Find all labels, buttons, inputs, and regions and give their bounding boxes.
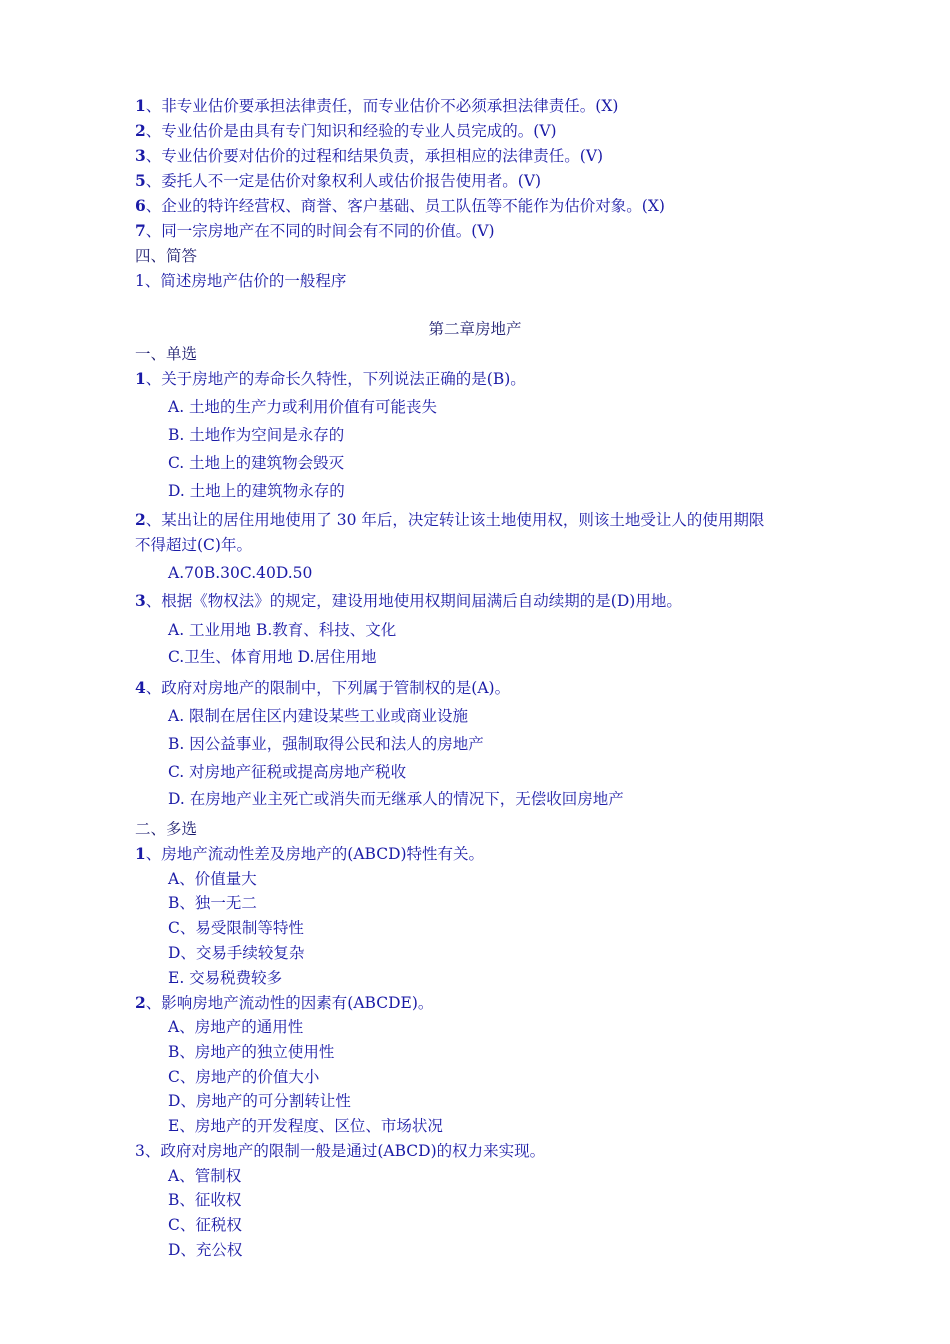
question-text: 、政府对房地产的限制一般是通过(ABCD)的权力来实现。 (144, 1142, 546, 1160)
section-heading-short-answer: 四、简答 (135, 247, 198, 265)
option: A、房地产的通用性 (168, 1018, 304, 1036)
option: B. 土地作为空间是永存的 (168, 426, 345, 444)
question (135, 678, 510, 698)
question (135, 844, 484, 864)
item-number: 1 (135, 96, 146, 115)
question-text: 、影响房地产流动性的因素有(ABCDE)。 (145, 994, 434, 1012)
option: D. 在房地产业主死亡或消失而无继承人的情况下，无偿收回房地产 (168, 790, 624, 808)
tf-item (135, 121, 557, 141)
question-number: 4 (135, 678, 146, 697)
option: A、价值量大 (168, 870, 257, 888)
option: C、房地产的价值大小 (168, 1068, 320, 1086)
item-text: 、委托人不一定是估价对象权利人或估价报告使用者。(V) (145, 172, 542, 190)
chapter-title: 第二章房地产 (428, 320, 522, 338)
question-text: 、某出让的居住用地使用了 30 年后，决定转让该土地使用权，则该土地受让人的使用期限 (145, 511, 765, 529)
section-heading-multiple-choice: 二、多选 (135, 820, 198, 838)
question-text: 、政府对房地产的限制中，下列属于管制权的是(A)。 (145, 679, 511, 697)
option: A. 限制在居住区内建设某些工业或商业设施 (168, 707, 469, 725)
item-text: 、专业估价要对估价的过程和结果负责，承担相应的法律责任。(V) (145, 147, 604, 165)
option: A. 工业用地 B.教育、科技、文化 (168, 621, 397, 639)
option: C、征税权 (168, 1216, 242, 1234)
item-number: 6 (135, 196, 146, 215)
question (135, 591, 682, 611)
option: D. 土地上的建筑物永存的 (168, 482, 345, 500)
option: C. 土地上的建筑物会毁灭 (168, 454, 345, 472)
item-number: 7 (135, 221, 146, 240)
short-answer-item: 1、简述房地产估价的一般程序 (135, 272, 347, 290)
option: A、管制权 (168, 1167, 242, 1185)
item-text: 、非专业估价要承担法律责任，而专业估价不必须承担法律责任。(X) (145, 97, 619, 115)
question-number: 3 (135, 1142, 145, 1160)
question (135, 1141, 545, 1161)
item-number: 5 (135, 171, 146, 190)
question (135, 993, 433, 1013)
option: A.70B.30C.40D.50 (168, 564, 313, 582)
option: D、房地产的可分割转让性 (168, 1092, 351, 1110)
option: A. 土地的生产力或利用价值有可能丧失 (168, 398, 438, 416)
option: C、易受限制等特性 (168, 919, 304, 937)
option: B、房地产的独立使用性 (168, 1043, 335, 1061)
option: C.卫生、体育用地 D.居住用地 (168, 648, 377, 666)
question-number: 1 (135, 369, 146, 388)
tf-item (135, 171, 541, 191)
item-text: 、同一宗房地产在不同的时间会有不同的价值。(V) (145, 222, 495, 240)
tf-item (135, 221, 495, 241)
question (135, 369, 526, 389)
item-text: 、专业估价是由具有专门知识和经验的专业人员完成的。(V) (145, 122, 557, 140)
question-text: 、根据《物权法》的规定，建设用地使用权期间届满后自动续期的是(D)用地。 (145, 592, 682, 610)
item-number: 2 (135, 121, 146, 140)
question-text-continued: 不得超过(C)年。 (135, 536, 252, 554)
question-text: 、关于房地产的寿命长久特性，下列说法正确的是(B)。 (145, 370, 526, 388)
option: D、充公权 (168, 1241, 243, 1259)
question-number: 3 (135, 591, 146, 610)
tf-item (135, 146, 603, 166)
option: E、房地产的开发程度、区位、市场状况 (168, 1117, 443, 1135)
question-number: 2 (135, 510, 146, 529)
option: B、独一无二 (168, 894, 257, 912)
tf-item (135, 96, 618, 116)
section-heading-single-choice: 一、单选 (135, 345, 198, 363)
option: E. 交易税费较多 (168, 969, 283, 987)
question-text: 、房地产流动性差及房地产的(ABCD)特性有关。 (145, 845, 485, 863)
option: B、征收权 (168, 1191, 242, 1209)
question-number: 1 (135, 844, 146, 863)
item-number: 3 (135, 146, 146, 165)
tf-item (135, 196, 665, 216)
item-text: 、企业的特许经营权、商誉、客户基础、员工队伍等不能作为估价对象。(X) (145, 197, 665, 215)
option: C. 对房地产征税或提高房地产税收 (168, 763, 407, 781)
option: D、交易手续较复杂 (168, 944, 305, 962)
question-number: 2 (135, 993, 146, 1012)
option: B. 因公益事业，强制取得公民和法人的房地产 (168, 735, 484, 753)
question (135, 510, 764, 530)
